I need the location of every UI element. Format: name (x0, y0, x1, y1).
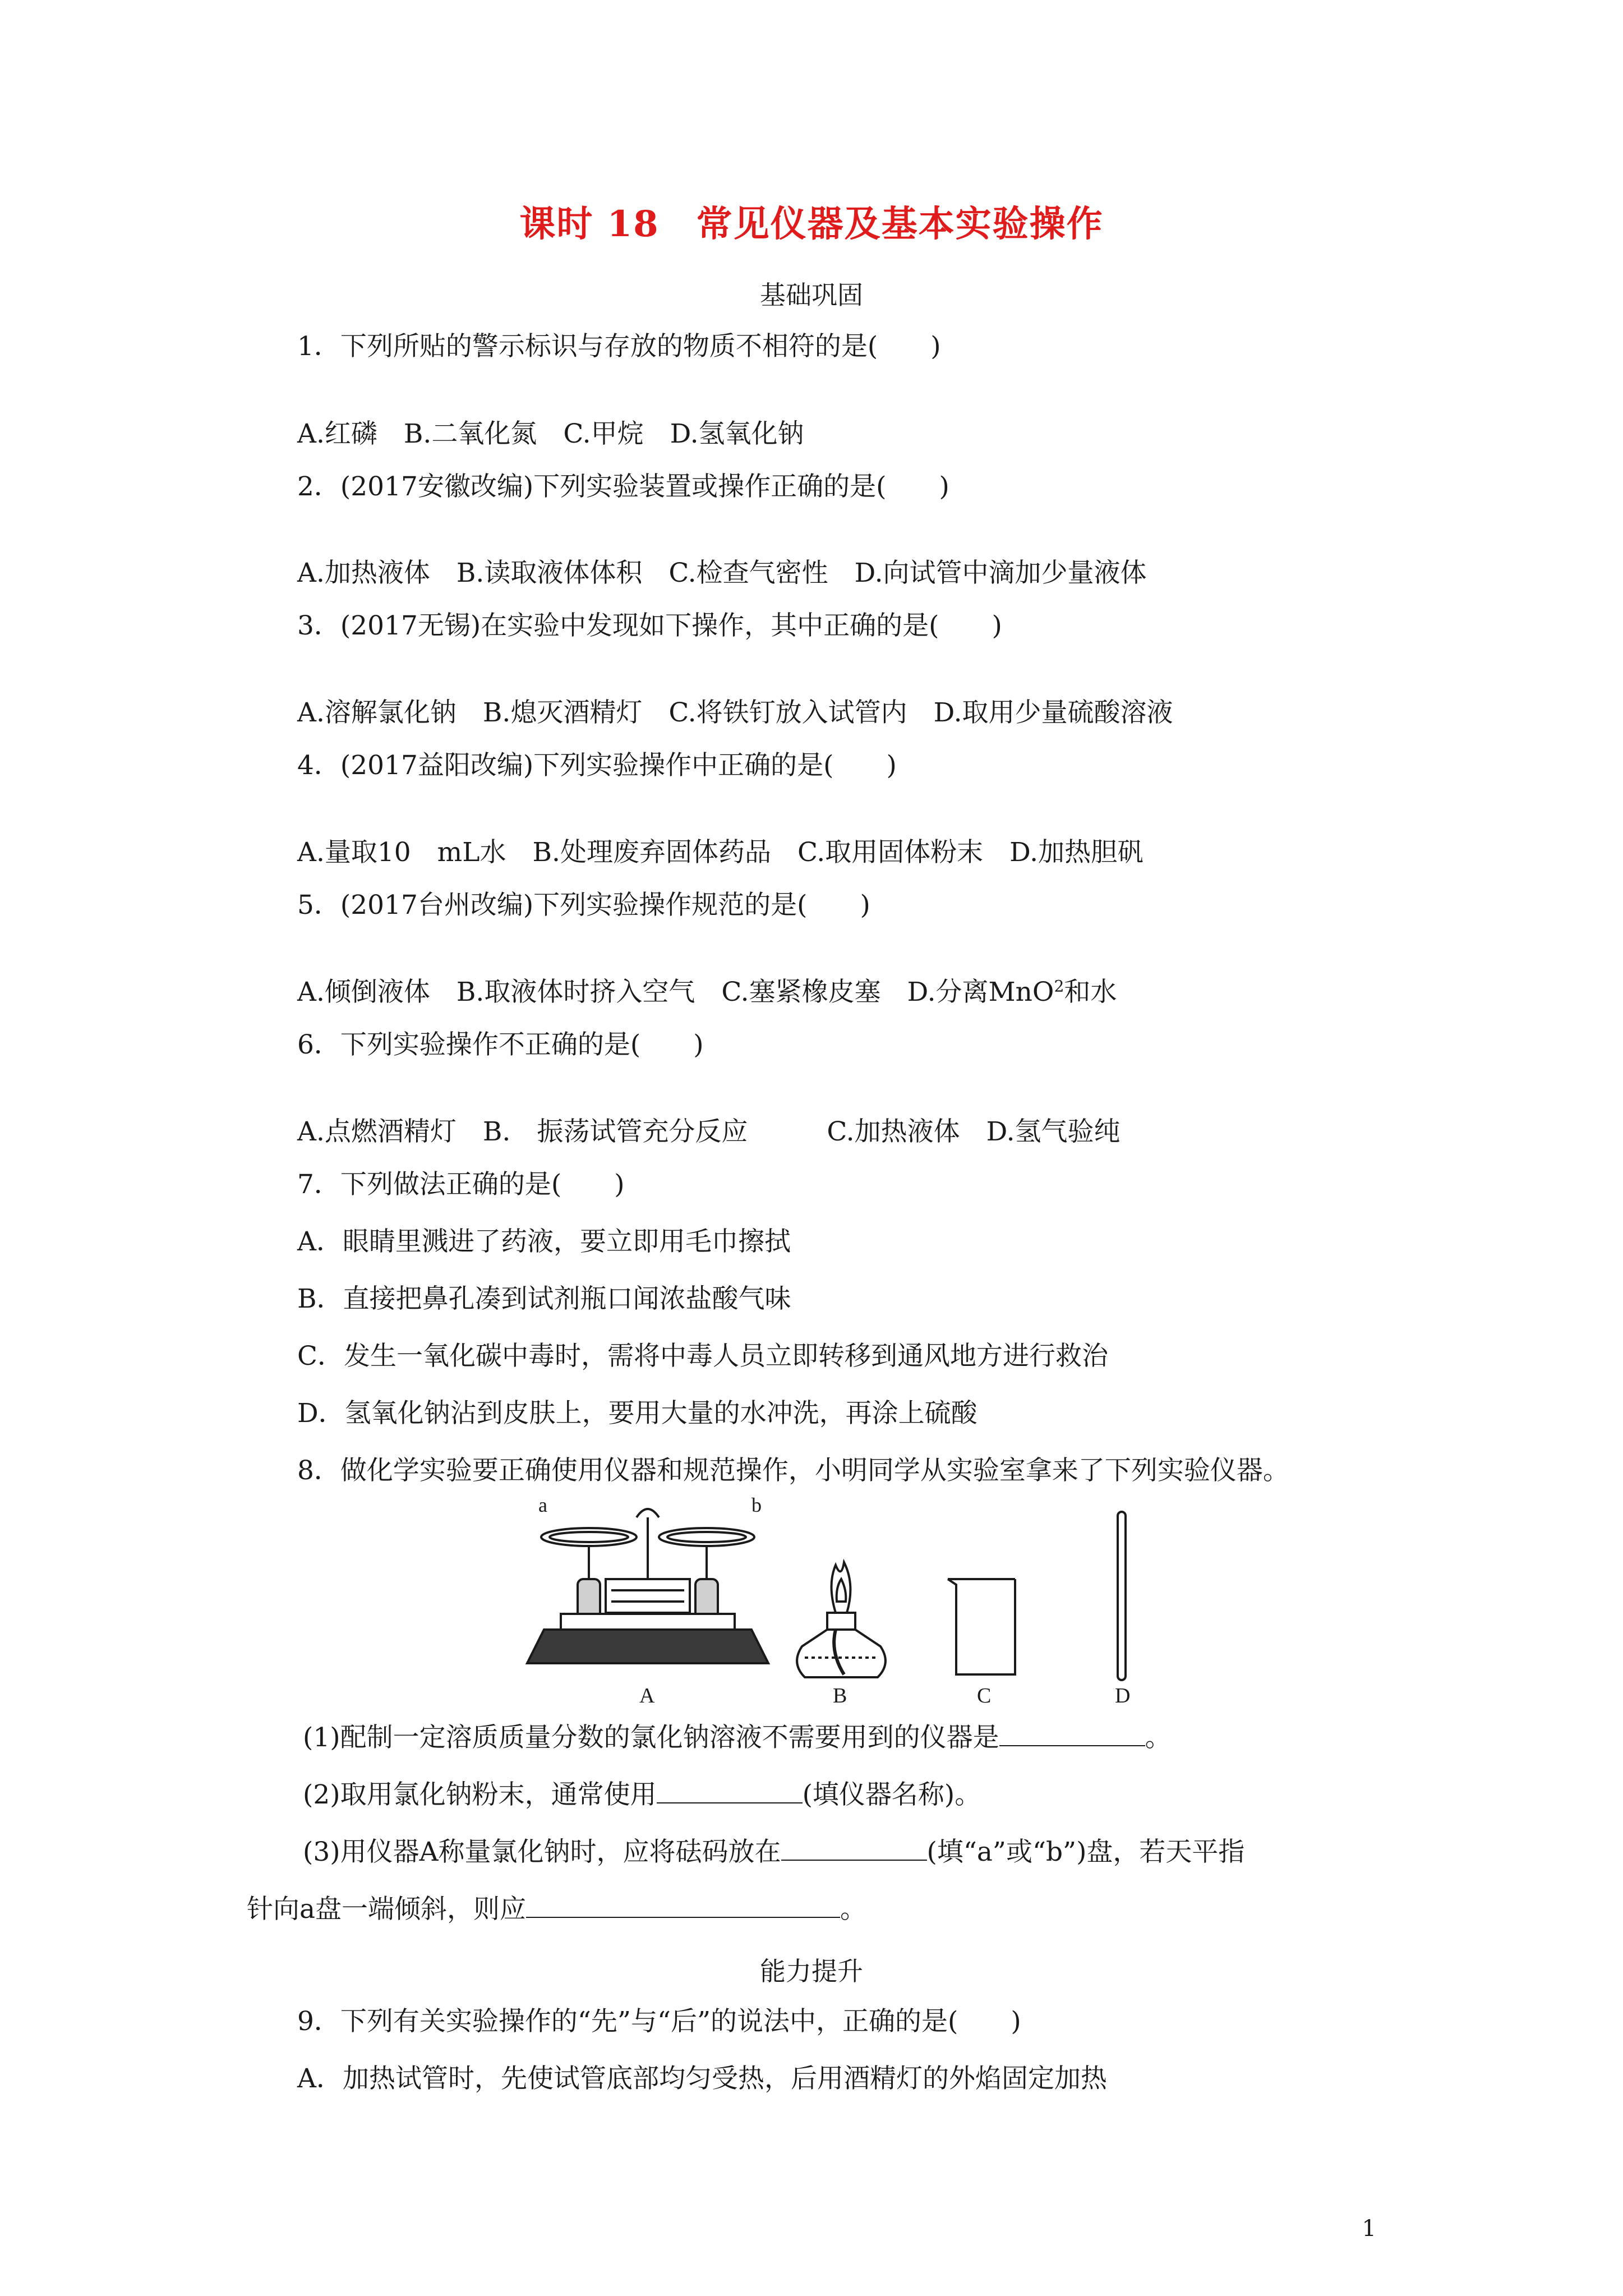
answer-blank (999, 1723, 1145, 1746)
q7-stem: 7．下列做法正确的是( ) (297, 1169, 625, 1200)
figure-label-a: A (639, 1684, 655, 1708)
q8-sub2: (2)取用氯化钠粉末，通常使用 (填仪器名称)。 (303, 1779, 981, 1810)
q8-sub3-continued: 针向a盘一端倾斜，则应 。 (247, 1894, 867, 1925)
q3-stem: 3．(2017无锡)在实验中发现如下操作，其中正确的是( ) (297, 610, 1002, 641)
q8-stem: 8．做化学实验要正确使用仪器和规范操作，小明同学从实验室拿来了下列实验仪器。 (297, 1455, 1289, 1486)
figure-label-b: B (833, 1684, 847, 1708)
figure-label-d: D (1115, 1684, 1131, 1708)
lab-instruments-figure (522, 1495, 1166, 1714)
q9-option-a: A．加热试管时，先使试管底部均匀受热，后用酒精灯的外焰固定加热 (297, 2063, 1107, 2094)
q1-options: A.红磷 B.二氧化氮 C.甲烷 D.氢氧化钠 (297, 418, 804, 449)
answer-blank (526, 1894, 840, 1918)
q5-options: A.倾倒液体 B.取液体时挤入空气 C.塞紧橡皮塞 D.分离MnO$^2$和水 (297, 977, 1117, 1007)
q6-options: A.点燃酒精灯 B. 振荡试管充分反应 C.加热液体 D.氢气验纯 (297, 1116, 1121, 1147)
q8-sub1: (1)配制一定溶质质量分数的氯化钠溶液不需要用到的仪器是 。 (303, 1722, 1172, 1753)
glass-rod-illustration (1118, 1512, 1126, 1680)
section-heading-basic: 基础巩固 (760, 280, 863, 310)
q4-stem: 4．(2017益阳改编)下列实验操作中正确的是( ) (297, 750, 897, 781)
alcohol-lamp-illustration (797, 1562, 886, 1677)
figure-label-c: C (977, 1684, 992, 1708)
section-heading-advanced: 能力提升 (760, 1956, 863, 1986)
q7-option-b: B．直接把鼻孔凑到试剂瓶口闻浓盐酸气味 (297, 1283, 791, 1314)
q5-stem: 5．(2017台州改编)下列实验操作规范的是( ) (297, 890, 870, 921)
q2-options: A.加热液体 B.读取液体体积 C.检查气密性 D.向试管中滴加少量液体 (297, 558, 1147, 588)
page-number: 1 (1362, 2216, 1376, 2242)
q7-option-d: D．氢氧化钠沾到皮肤上，要用大量的水冲洗，再涂上硫酸 (297, 1398, 978, 1429)
q2-stem: 2．(2017安徽改编)下列实验装置或操作正确的是( ) (297, 471, 949, 502)
beaker-illustration (948, 1579, 1015, 1674)
q4-options: A.量取10 mL水 B.处理废弃固体药品 C.取用固体粉末 D.加热胆矾 (297, 837, 1144, 868)
answer-blank (657, 1780, 803, 1803)
q6-stem: 6．下列实验操作不正确的是( ) (297, 1029, 704, 1060)
balance-pan-label-a: a (538, 1495, 547, 1516)
page-title: 课时 18 常见仪器及基本实验操作 (519, 203, 1104, 245)
balance-pan-label-b: b (751, 1495, 762, 1516)
q7-option-a: A．眼睛里溅进了药液，要立即用毛巾擦拭 (297, 1226, 791, 1257)
answer-blank (781, 1837, 927, 1861)
balance-illustration (527, 1509, 768, 1663)
q3-options: A.溶解氯化钠 B.熄灭酒精灯 C.将铁钉放入试管内 D.取用少量硫酸溶液 (297, 697, 1173, 728)
q1-stem: 1．下列所贴的警示标识与存放的物质不相符的是( ) (297, 331, 941, 362)
q9-stem: 9．下列有关实验操作的“先”与“后”的说法中，正确的是( ) (297, 2006, 1021, 2037)
q7-option-c: C．发生一氧化碳中毒时，需将中毒人员立即转移到通风地方进行救治 (297, 1341, 1108, 1372)
q8-sub3: (3)用仪器A称量氯化钠时，应将砝码放在 (填“a”或“b”)盘，若天平指 (303, 1837, 1245, 1867)
